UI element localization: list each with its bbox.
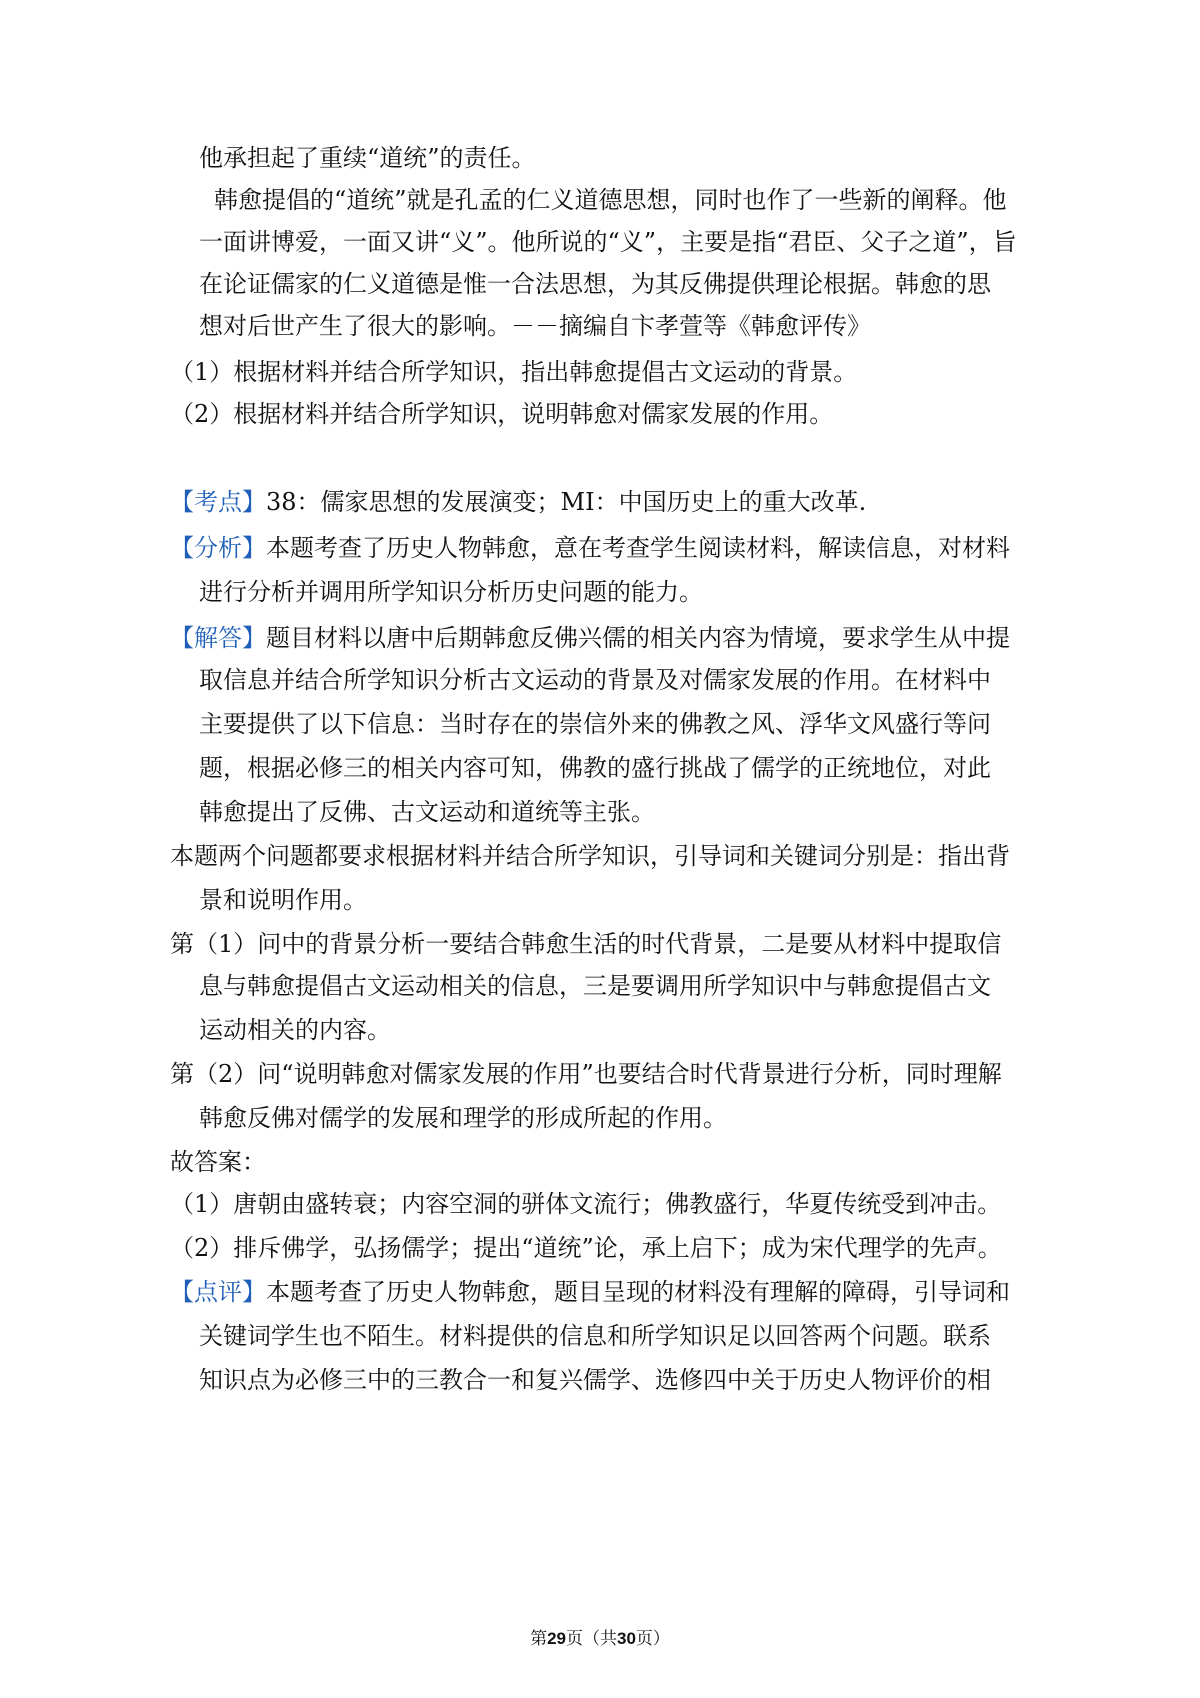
dianping-line: 知识点为必修三中的三教合一和复兴儒学、选修四中关于历史人物评价的相 [199,1366,991,1394]
jieda-line: 韩愈提出了反佛、古文运动和道统等主张。 [199,798,655,826]
footer-pre: 第 [530,1629,548,1649]
footer-mid: 页（共 [566,1629,617,1649]
material-source-line: 想对后世产生了很大的影响。－－摘编自卞孝萱等《韩愈评传》 [199,312,871,340]
fenxi-line [170,532,1010,564]
body-line: 第（2）问“说明韩愈对儒家发展的作用”也要结合时代背景进行分析，同时理解 [170,1060,1002,1088]
jieda-line: 主要提供了以下信息：当时存在的崇信外来的佛教之风、浮华文风盛行等问 [199,710,991,738]
dianping-line [170,1276,1010,1308]
body-line: 运动相关的内容。 [199,1016,391,1044]
jieda-line: 题，根据必修三的相关内容可知，佛教的盛行挑战了儒学的正统地位，对此 [199,754,991,782]
page-footer [0,1628,1200,1650]
answer-1: （1）唐朝由盛转衰；内容空洞的骈体文流行；佛教盛行，华夏传统受到冲击。 [170,1190,1002,1218]
material-line: 在论证儒家的仁义道德是惟一合法思想，为其反佛提供理论根据。韩愈的思 [199,270,991,298]
jieda-text: 题目材料以唐中后期韩愈反佛兴儒的相关内容为情境，要求学生从中提 [266,624,1010,652]
dianping-tag: 【点评】 [170,1278,266,1306]
material-line: 他承担起了重续“道统”的责任。 [199,144,536,172]
body-line: 景和说明作用。 [199,886,367,914]
kaodian-text: 38：儒家思想的发展演变；MI：中国历史上的重大改革. [266,488,867,516]
body-line: 韩愈反佛对儒学的发展和理学的形成所起的作用。 [199,1104,727,1132]
footer-post: 页） [635,1629,670,1649]
fenxi-tag: 【分析】 [170,534,266,562]
footer-page-number: 29 [547,1629,566,1648]
material-line: 韩愈提倡的“道统”就是孔孟的仁义道德思想，同时也作了一些新的阐释。他 [214,186,1007,214]
material-line: 一面讲博爱，一面又讲“义”。他所说的“义”，主要是指“君臣、父子之道”，旨 [199,228,1017,256]
kaodian-tag: 【考点】 [170,488,266,516]
body-line: 第（1）问中的背景分析一要结合韩愈生活的时代背景，二是要从材料中提取信 [170,930,1002,958]
dianping-line: 关键词学生也不陌生。材料提供的信息和所学知识足以回答两个问题。联系 [199,1322,991,1350]
jieda-tag: 【解答】 [170,624,266,652]
answer-heading: 故答案： [170,1148,266,1176]
fenxi-line: 进行分析并调用所学知识分析历史问题的能力。 [199,578,703,606]
kaodian-line [170,486,866,518]
footer-total-pages: 30 [617,1629,636,1648]
question-1: （1）根据材料并结合所学知识，指出韩愈提倡古文运动的背景。 [170,358,858,386]
question-2: （2）根据材料并结合所学知识，说明韩愈对儒家发展的作用。 [170,400,834,428]
jieda-line [170,622,1010,654]
fenxi-text: 本题考查了历史人物韩愈，意在考查学生阅读材料，解读信息，对材料 [266,534,1010,562]
jieda-line: 取信息并结合所学知识分析古文运动的背景及对儒家发展的作用。在材料中 [199,666,991,694]
body-line: 息与韩愈提倡古文运动相关的信息，三是要调用所学知识中与韩愈提倡古文 [199,972,991,1000]
body-line: 本题两个问题都要求根据材料并结合所学知识，引导词和关键词分别是：指出背 [170,842,1010,870]
answer-2: （2）排斥佛学，弘扬儒学；提出“道统”论，承上启下；成为宋代理学的先声。 [170,1234,1002,1262]
dianping-text: 本题考查了历史人物韩愈，题目呈现的材料没有理解的障碍，引导词和 [266,1278,1010,1306]
